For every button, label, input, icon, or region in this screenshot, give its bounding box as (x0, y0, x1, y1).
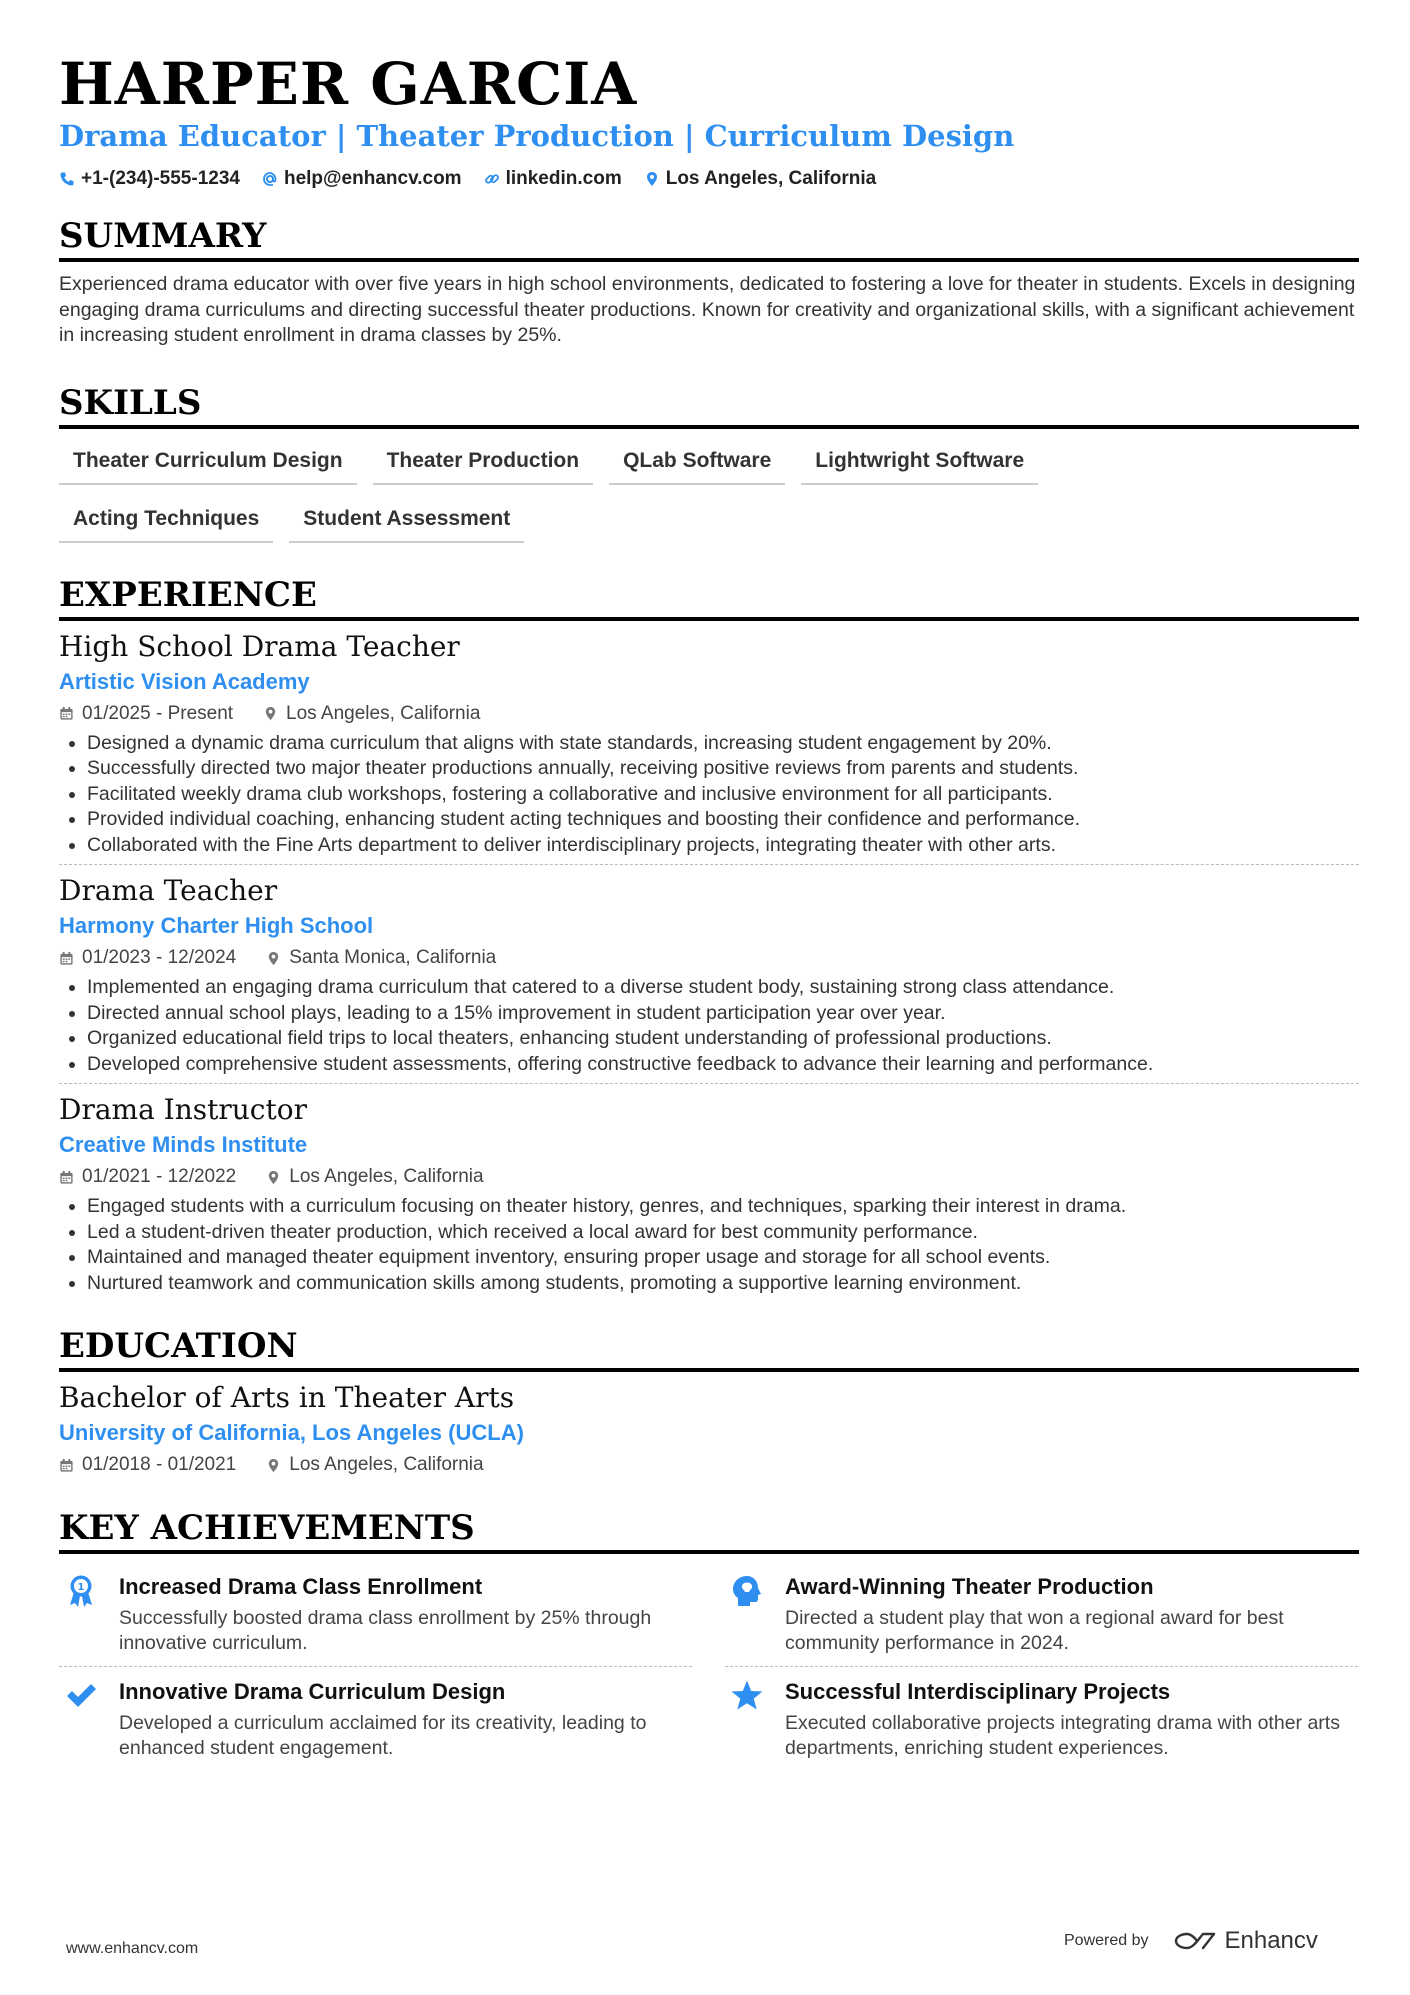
job-dates (59, 701, 233, 727)
job-location (263, 701, 480, 727)
job-bullet: • Engaged students with a curriculum focusing on theater history, genres, and techniques, sparking their interest in drama. (87, 1194, 1359, 1220)
entry-divider (59, 864, 1359, 865)
resume-content (59, 52, 1359, 1771)
job-location-text: Santa Monica, California (289, 947, 497, 968)
education-heading: EDUCATION (59, 1326, 1359, 1372)
achievement-desc: Successfully boosted drama class enrollment by 25% through innovative curriculum. (119, 1607, 652, 1654)
contact-linkedin[interactable] (484, 168, 622, 190)
education-entry (59, 1380, 1359, 1478)
job-location (266, 945, 496, 971)
job-meta (59, 945, 1359, 971)
job-location (266, 1164, 483, 1190)
achievement-item (59, 1562, 692, 1667)
job-entry (59, 629, 1359, 866)
achievement-title: Innovative Drama Curriculum Design (119, 1679, 506, 1704)
job-bullet: • Directed annual school plays, leading to a 15% improvement in student participation year over year. (87, 1001, 1359, 1027)
job-bullet: • Collaborated with the Fine Arts department to deliver interdisciplinary projects, integrating theater with other arts. (87, 833, 1359, 859)
job-location-text: Los Angeles, California (289, 1166, 484, 1187)
skill-tag: Theater Curriculum Design (59, 443, 357, 485)
footer-branding (1064, 1927, 1318, 1955)
job-dates-text: 01/2021 - 12/2022 (82, 1166, 237, 1187)
enhancv-logo[interactable] (1173, 1927, 1318, 1955)
education-location (266, 1452, 483, 1478)
job-dates-text: 01/2023 - 12/2024 (82, 947, 237, 968)
checkmark-icon (64, 1679, 98, 1713)
location-icon (266, 1170, 281, 1185)
contact-email[interactable] (262, 168, 462, 190)
skill-tag: QLab Software (609, 443, 785, 485)
job-title: Drama Instructor (59, 1093, 307, 1126)
achievement-desc: Executed collaborative projects integrating drama with other arts departments, enriching student experiences. (785, 1712, 1340, 1759)
achievement-item (725, 1667, 1358, 1771)
achievement-title: Increased Drama Class Enrollment (119, 1574, 483, 1599)
job-bullet: • Facilitated weekly drama club workshops, fostering a collaborative and inclusive environment for all participants. (87, 782, 1359, 808)
education-meta (59, 1452, 1359, 1478)
contact-email-text: help@enhancv.com (283, 168, 462, 189)
contact-location-text: Los Angeles, California (665, 168, 877, 189)
job-bullets (59, 1194, 1359, 1296)
job-bullet: • Maintained and managed theater equipment inventory, ensuring proper usage and storage for all school events. (87, 1245, 1359, 1271)
skill-tag: Lightwright Software (801, 443, 1038, 485)
link-icon (484, 171, 500, 187)
contact-phone (59, 168, 240, 190)
degree-title: Bachelor of Arts in Theater Arts (59, 1381, 515, 1414)
summary-heading: SUMMARY (59, 216, 1359, 262)
job-bullet: • Organized educational field trips to local theaters, enhancing student understanding of professional productions. (87, 1026, 1359, 1052)
skill-tag: Acting Techniques (59, 501, 273, 543)
achievement-desc: Developed a curriculum acclaimed for its creativity, leading to enhanced student engagement. (119, 1712, 647, 1759)
head-brain-icon (730, 1574, 764, 1608)
achievement-title: Award-Winning Theater Production (785, 1574, 1154, 1599)
school-name: University of California, Los Angeles (UCLA) (59, 1420, 524, 1445)
calendar-icon (59, 1458, 74, 1473)
job-bullets (59, 731, 1359, 859)
calendar-icon (59, 951, 74, 966)
achievement-desc: Directed a student play that won a regional award for best community performance in 2024. (785, 1607, 1284, 1654)
job-meta (59, 1164, 1359, 1190)
job-meta (59, 701, 1359, 727)
education-location-text: Los Angeles, California (289, 1454, 484, 1475)
job-dates-text: 01/2025 - Present (82, 702, 234, 724)
education-dates (59, 1452, 236, 1478)
svg-text:1: 1 (77, 1582, 85, 1593)
contact-phone-text: +1-(234)-555-1234 (81, 168, 240, 189)
job-entry (59, 873, 1359, 1084)
contact-linkedin-text: linkedin.com (505, 168, 622, 189)
location-icon (263, 706, 278, 721)
skill-tag: Student Assessment (289, 501, 524, 543)
location-icon (644, 171, 660, 187)
brand-name: Enhancv (1224, 1927, 1318, 1954)
job-bullet: • Provided individual coaching, enhancing student acting techniques and boosting their confidence and performance. (87, 807, 1359, 833)
location-icon (266, 1458, 281, 1473)
calendar-icon (59, 1170, 74, 1185)
job-location-text: Los Angeles, California (286, 702, 481, 724)
achievement-item (725, 1562, 1358, 1667)
job-title: Drama Teacher (59, 874, 278, 907)
job-bullet: • Designed a dynamic drama curriculum that aligns with state standards, increasing student engagement by 20%. (87, 731, 1359, 757)
job-bullets (59, 975, 1359, 1077)
job-bullet: • Implemented an engaging drama curriculum that catered to a diverse student body, sustaining strong class attendance. (87, 975, 1359, 1001)
achievement-title: Successful Interdisciplinary Projects (785, 1679, 1171, 1704)
job-bullet: • Led a student-driven theater production, which received a local award for best community performance. (87, 1220, 1359, 1246)
job-dates (59, 945, 236, 971)
skills-heading: SKILLS (59, 383, 1359, 429)
achievement-item (59, 1667, 692, 1771)
location-icon (266, 951, 281, 966)
company-name: Artistic Vision Academy (59, 668, 310, 694)
calendar-icon (59, 706, 74, 721)
skills-list (59, 443, 1239, 543)
contact-row (59, 168, 1359, 190)
award-ribbon-icon (64, 1574, 98, 1608)
education-dates-text: 01/2018 - 01/2021 (82, 1454, 237, 1475)
company-name: Harmony Charter High School (59, 913, 374, 938)
enhancv-logo-icon (1173, 1930, 1217, 1952)
job-title: High School Drama Teacher (59, 629, 460, 663)
job-dates (59, 1164, 236, 1190)
achievements-heading: KEY ACHIEVEMENTS (59, 1508, 1359, 1554)
job-bullet: • Nurtured teamwork and communication skills among students, promoting a supportive learning environment. (87, 1271, 1359, 1297)
entry-divider (59, 1083, 1359, 1084)
summary-text: Experienced drama educator with over five years in high school environments, dedicated to fostering a love for theater in students. Excels in designing engaging drama curriculums and directing successful theater productions. Known for creativity and organizational skills, with a significant achievement in increasing student enrollment in drama classes by 25%. (59, 273, 1356, 346)
job-bullet: • Developed comprehensive student assessments, offering constructive feedback to advance their learning and performance. (87, 1052, 1359, 1078)
experience-heading: EXPERIENCE (59, 575, 1359, 621)
achievements-grid (59, 1562, 1359, 1771)
contact-location (644, 168, 876, 190)
phone-icon (59, 171, 75, 187)
job-entry (59, 1092, 1359, 1296)
job-bullet: • Successfully directed two major theater productions annually, receiving positive reviews from parents and students. (87, 756, 1359, 782)
at-icon (262, 171, 278, 187)
candidate-name: HARPER GARCIA (59, 50, 638, 118)
skill-tag: Theater Production (373, 443, 594, 485)
star-icon (730, 1679, 764, 1713)
powered-by-label: Powered by (1064, 1932, 1149, 1949)
company-name: Creative Minds Institute (59, 1132, 308, 1157)
footer-website[interactable]: www.enhancv.com (66, 1940, 199, 1957)
candidate-title: Drama Educator | Theater Production | Curriculum Design (59, 119, 1015, 153)
